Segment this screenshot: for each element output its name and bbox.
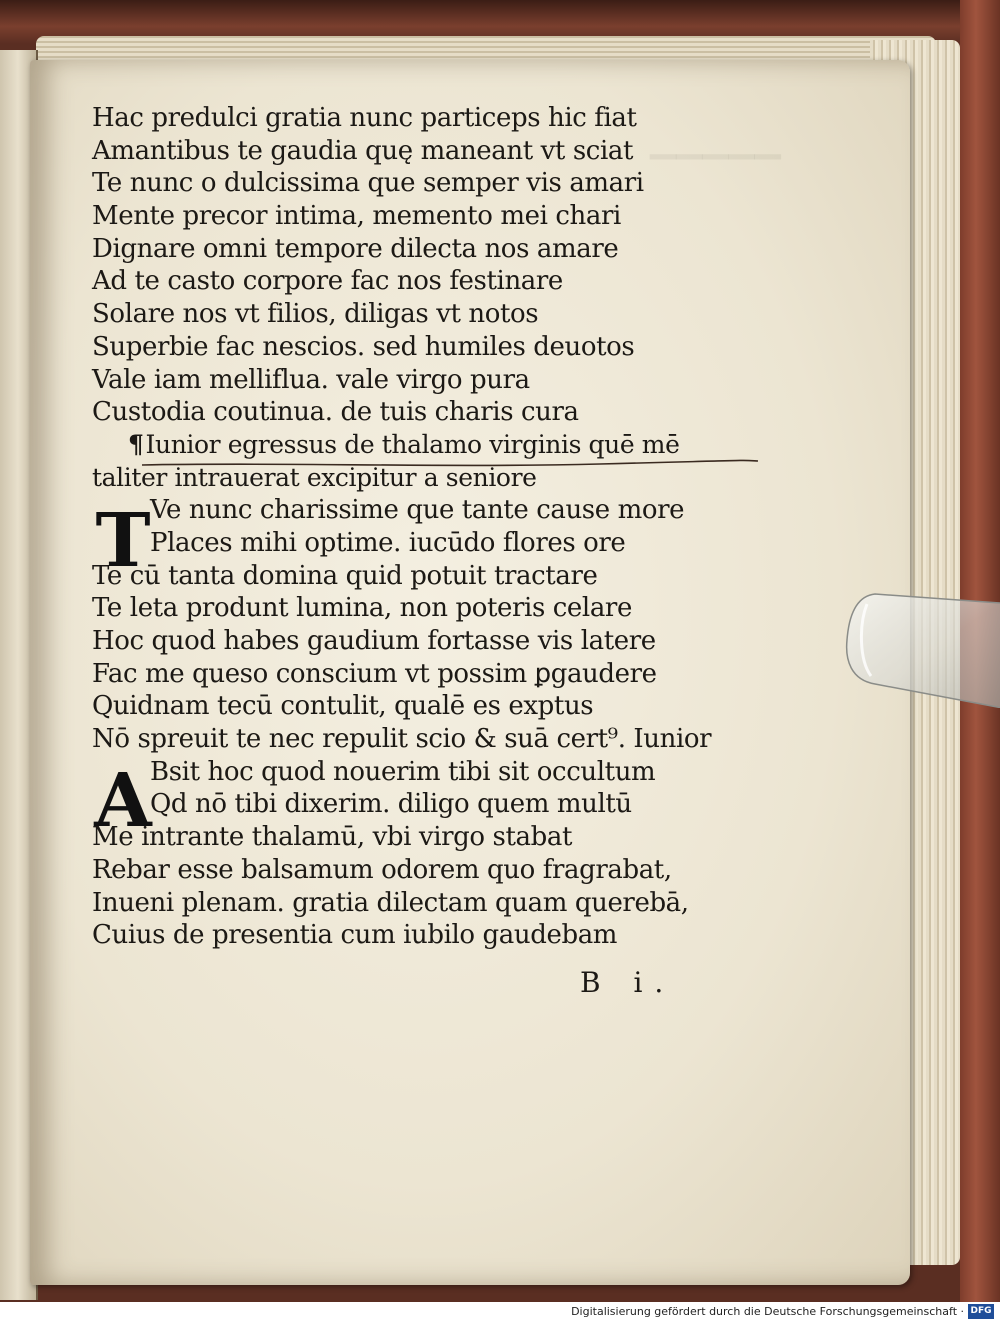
text-line: Hoc quod habes gaudium fortasse vis latere bbox=[92, 626, 656, 656]
text-line: Hac predulci gratia nunc particeps hic fiat bbox=[92, 103, 637, 133]
text-line: Vale iam melliflua. vale virgo pura bbox=[92, 364, 530, 395]
verse-group-1 bbox=[92, 102, 772, 429]
text-line: Custodia coutinua. de tuis charis cura bbox=[92, 397, 579, 428]
text-line: Places mihi optime. iucūdo flores ore bbox=[150, 527, 626, 558]
footer-bar bbox=[0, 1302, 1000, 1323]
signature-mark: B i. bbox=[580, 966, 676, 999]
text-line: Fac me queso conscium vt possim ꝑgaudere bbox=[92, 658, 657, 689]
text-line: Mente precor intima, memento mei chari bbox=[92, 201, 621, 232]
text-line: Te leta produnt lumina, non poteris celare bbox=[92, 593, 632, 624]
dfg-logo: DFG bbox=[968, 1304, 994, 1319]
text-line: Quidnam tecū contulit, qualē es exptus bbox=[92, 691, 594, 722]
text-line: Amantibus te gaudia quę maneant vt sciat bbox=[92, 135, 634, 166]
text-line: Bsit hoc quod nouerim tibi sit occultum bbox=[150, 756, 656, 787]
text-line: Cuius de presentia cum iubilo gaudebam bbox=[92, 920, 618, 951]
decorated-initial-t: T bbox=[95, 498, 151, 584]
decorated-initial-a: A bbox=[94, 758, 152, 844]
text-line: Qd nō tibi dixerim. diligo quem multū bbox=[150, 789, 632, 820]
text-line: Ad te casto corpore fac nos festinare bbox=[92, 266, 563, 297]
section-heading-line-2: taliter intrauerat excipitur a seniore bbox=[92, 462, 537, 492]
text-line: Dignare omni tempore dilecta nos amare bbox=[92, 233, 619, 264]
heading-text: Iunior egressus de thalamo virginis quē mē bbox=[145, 429, 680, 459]
text-line: Te cū tanta domina quid potuit tractare bbox=[92, 560, 598, 591]
funding-credit: Digitalisierung gefördert durch die Deutsche Forschungsgemeinschaft · bbox=[571, 1305, 964, 1318]
text-line: Rebar esse balsamum odorem quo fragrabat, bbox=[92, 854, 672, 885]
text-line: Superbie fac nescios. sed humiles deuotos bbox=[92, 331, 635, 362]
pilcrow-mark: ¶ bbox=[128, 429, 144, 459]
text-line: Inueni plenam. gratia dilectam quam querebā, bbox=[92, 887, 689, 918]
text-line: Te nunc o dulcissima que semper vis amari bbox=[92, 168, 644, 199]
text-line: Me intrante thalamū, vbi virgo stabat bbox=[92, 822, 572, 853]
page-text bbox=[92, 102, 772, 952]
glass-weight-clip bbox=[845, 590, 1000, 708]
text-line: Ve nunc charissime que tante cause more bbox=[150, 495, 685, 526]
handwritten-underline bbox=[140, 456, 760, 470]
text-line: Solare nos vt filios, diligas vt notos bbox=[92, 299, 539, 330]
text-line: Nō spreuit te nec repulit scio & suā cert⁹. Iunior bbox=[92, 724, 712, 755]
show-through-text: ▁▁▁▁▁ bbox=[650, 120, 781, 160]
